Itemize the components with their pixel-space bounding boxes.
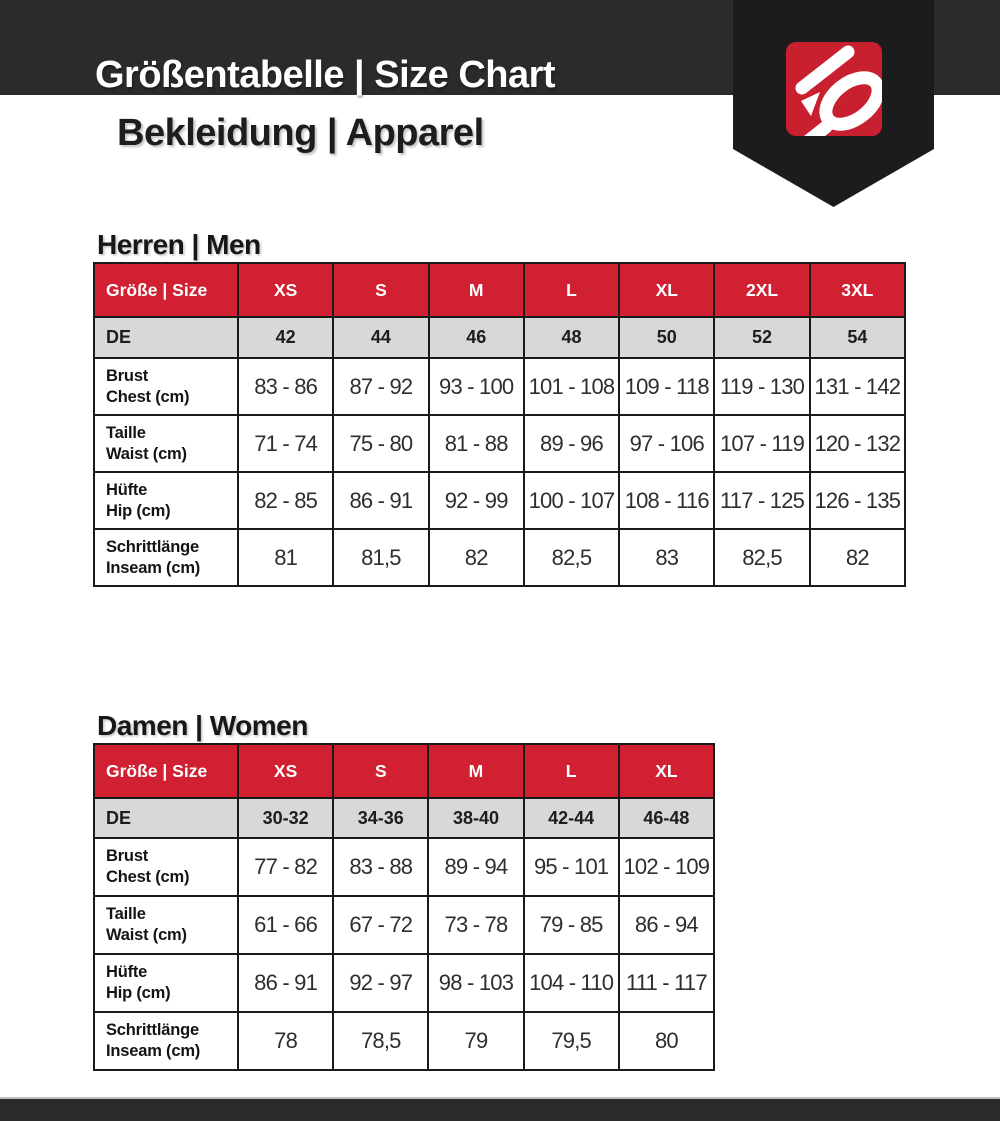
measure-value: 79 - 85 <box>524 896 619 954</box>
measure-value: 80 <box>619 1012 714 1070</box>
women-waist-row <box>94 896 714 954</box>
de-value: 30-32 <box>238 798 333 838</box>
women-hip-row <box>94 954 714 1012</box>
women-section-heading: Damen | Women <box>97 710 308 741</box>
measure-value: 89 - 96 <box>524 415 619 472</box>
measure-value: 126 - 135 <box>810 472 905 529</box>
women-chest-row <box>94 838 714 896</box>
men-hip-row <box>94 472 905 529</box>
measure-value: 86 - 91 <box>333 472 428 529</box>
measure-value: 119 - 130 <box>714 358 809 415</box>
women-size-col: M <box>428 744 523 798</box>
men-size-label: Größe | Size <box>94 263 238 317</box>
measure-value: 86 - 94 <box>619 896 714 954</box>
measure-value: 83 <box>619 529 714 586</box>
measure-label: Brust Chest (cm) <box>94 838 238 896</box>
measure-value: 101 - 108 <box>524 358 619 415</box>
brand-pennant <box>733 0 934 207</box>
men-waist-row <box>94 415 905 472</box>
men-size-table <box>93 262 906 587</box>
measure-value: 93 - 100 <box>429 358 524 415</box>
women-size-label: Größe | Size <box>94 744 238 798</box>
page-title: Größentabelle | Size Chart <box>95 54 556 96</box>
measure-label: Schrittlänge Inseam (cm) <box>94 1012 238 1070</box>
measure-label: Taille Waist (cm) <box>94 415 238 472</box>
de-value: 34-36 <box>333 798 428 838</box>
de-value: 48 <box>524 317 619 358</box>
men-inseam-row <box>94 529 905 586</box>
measure-label: Taille Waist (cm) <box>94 896 238 954</box>
measure-value: 78 <box>238 1012 333 1070</box>
de-value: 44 <box>333 317 428 358</box>
measure-value: 92 - 99 <box>429 472 524 529</box>
women-inseam-row <box>94 1012 714 1070</box>
measure-value: 67 - 72 <box>333 896 428 954</box>
women-size-table <box>93 743 715 1071</box>
women-de-row <box>94 798 714 838</box>
measure-value: 95 - 101 <box>524 838 619 896</box>
measure-value: 79 <box>428 1012 523 1070</box>
measure-value: 109 - 118 <box>619 358 714 415</box>
de-value: 42 <box>238 317 333 358</box>
men-section-heading: Herren | Men <box>97 229 261 260</box>
measure-value: 117 - 125 <box>714 472 809 529</box>
women-size-col: S <box>333 744 428 798</box>
de-value: 38-40 <box>428 798 523 838</box>
de-value: 46 <box>429 317 524 358</box>
de-value: 50 <box>619 317 714 358</box>
measure-value: 89 - 94 <box>428 838 523 896</box>
de-value: 42-44 <box>524 798 619 838</box>
measure-label: Schrittlänge Inseam (cm) <box>94 529 238 586</box>
measure-value: 100 - 107 <box>524 472 619 529</box>
women-size-col: XL <box>619 744 714 798</box>
measure-label: Brust Chest (cm) <box>94 358 238 415</box>
measure-label: Hüfte Hip (cm) <box>94 954 238 1012</box>
measure-label: Hüfte Hip (cm) <box>94 472 238 529</box>
measure-value: 111 - 117 <box>619 954 714 1012</box>
men-de-row <box>94 317 905 358</box>
measure-value: 87 - 92 <box>333 358 428 415</box>
measure-value: 92 - 97 <box>333 954 428 1012</box>
measure-value: 61 - 66 <box>238 896 333 954</box>
measure-value: 82,5 <box>714 529 809 586</box>
measure-value: 71 - 74 <box>238 415 333 472</box>
measure-value: 81 <box>238 529 333 586</box>
men-size-col: XL <box>619 263 714 317</box>
measure-value: 79,5 <box>524 1012 619 1070</box>
measure-value: 98 - 103 <box>428 954 523 1012</box>
measure-value: 82 <box>810 529 905 586</box>
de-label: DE <box>94 317 238 358</box>
men-size-col: 3XL <box>810 263 905 317</box>
measure-value: 75 - 80 <box>333 415 428 472</box>
men-chest-row <box>94 358 905 415</box>
de-value: 52 <box>714 317 809 358</box>
measure-value: 120 - 132 <box>810 415 905 472</box>
men-size-col: M <box>429 263 524 317</box>
men-size-col: S <box>333 263 428 317</box>
measure-value: 82 <box>429 529 524 586</box>
measure-value: 104 - 110 <box>524 954 619 1012</box>
measure-value: 102 - 109 <box>619 838 714 896</box>
men-size-col: L <box>524 263 619 317</box>
women-size-col: L <box>524 744 619 798</box>
five-ten-logo-icon <box>786 42 882 136</box>
de-value: 54 <box>810 317 905 358</box>
de-value: 46-48 <box>619 798 714 838</box>
measure-value: 77 - 82 <box>238 838 333 896</box>
men-size-col: XS <box>238 263 333 317</box>
women-size-col: XS <box>238 744 333 798</box>
measure-value: 82,5 <box>524 529 619 586</box>
measure-value: 78,5 <box>333 1012 428 1070</box>
men-size-col: 2XL <box>714 263 809 317</box>
de-label: DE <box>94 798 238 838</box>
measure-value: 82 - 85 <box>238 472 333 529</box>
measure-value: 107 - 119 <box>714 415 809 472</box>
measure-value: 81,5 <box>333 529 428 586</box>
measure-value: 86 - 91 <box>238 954 333 1012</box>
measure-value: 97 - 106 <box>619 415 714 472</box>
bottom-band <box>0 1099 1000 1121</box>
measure-value: 83 - 88 <box>333 838 428 896</box>
measure-value: 83 - 86 <box>238 358 333 415</box>
measure-value: 108 - 116 <box>619 472 714 529</box>
women-header-row <box>94 744 714 798</box>
measure-value: 73 - 78 <box>428 896 523 954</box>
men-header-row <box>94 263 905 317</box>
measure-value: 131 - 142 <box>810 358 905 415</box>
page-subtitle: Bekleidung | Apparel <box>117 112 484 154</box>
five-ten-logo <box>786 42 882 136</box>
measure-value: 81 - 88 <box>429 415 524 472</box>
